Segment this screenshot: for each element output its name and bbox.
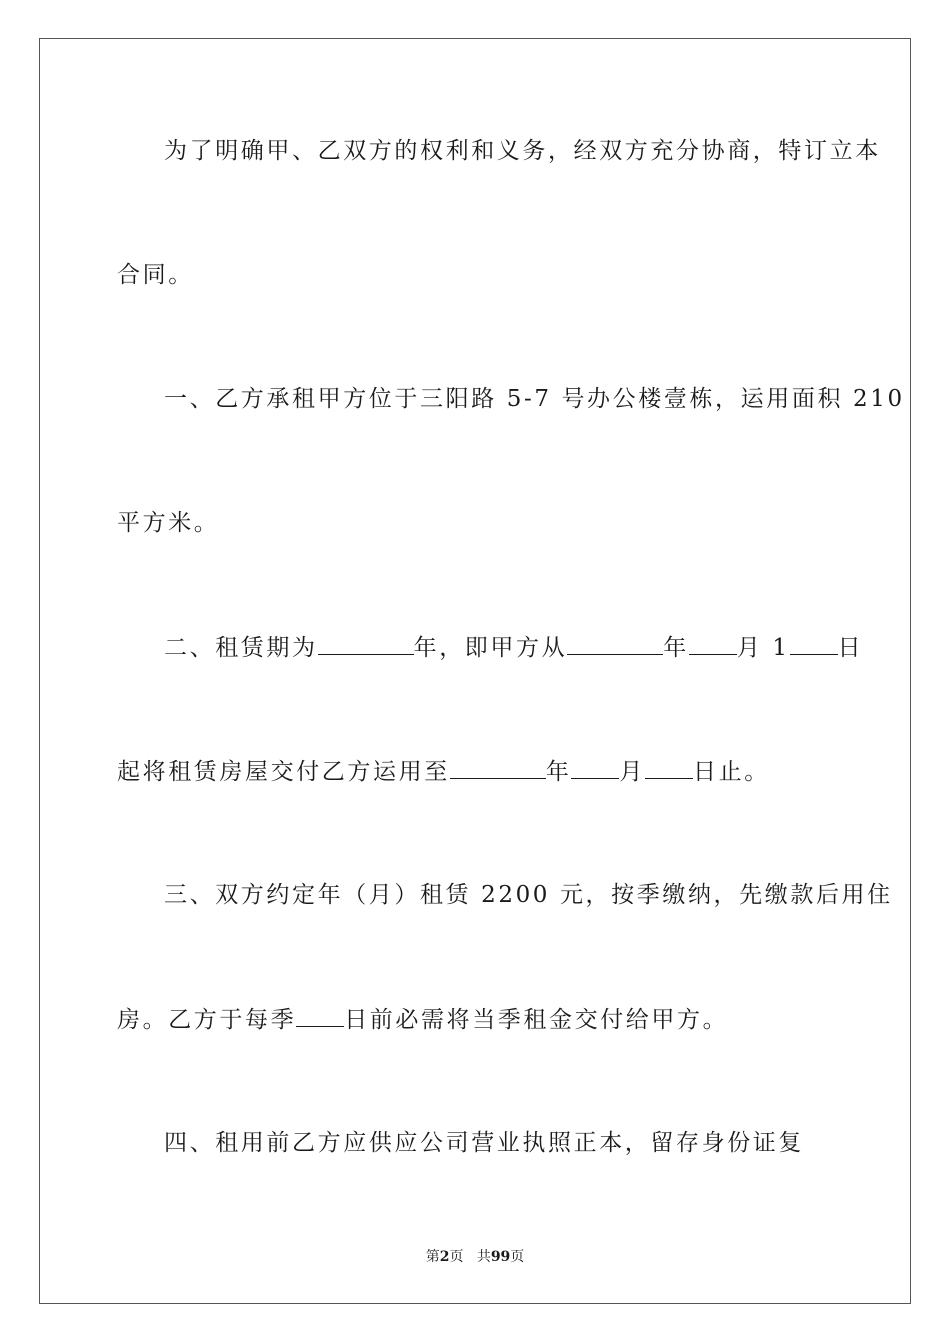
clause-2-text-f: 起将租赁房屋交付乙方运用至 [117,759,450,785]
fill-blank-payment-day [296,1004,344,1027]
footer-total-prefix: 共 [476,1249,491,1265]
clause-3-text-a: 房。乙方于每季 [117,1007,297,1033]
page-border [39,38,911,1304]
clause-2-text-c: 年 [663,635,689,661]
clause-3-line-1: 三、双方约定年（月）租赁 2200 元，按季缴纳，先缴款后用住 [164,882,893,908]
fill-blank-end-month [571,756,619,779]
page-footer [0,1248,950,1266]
clause-1-line-2: 平方米。 [117,510,220,536]
clause-2-text-e: 日 [837,635,864,661]
footer-total-suffix: 页 [510,1249,525,1265]
footer-total-pages: 99 [490,1249,511,1265]
footer-page-suffix: 页 [449,1249,464,1265]
clause-2-text-a: 二、租赁期为 [164,635,318,661]
clause-2-line-2 [117,756,770,787]
clause-2-text-g: 年 [545,759,572,785]
footer-page-number: 2 [439,1249,450,1265]
clause-3-line-2 [117,1004,728,1035]
fill-blank-start-month [689,632,737,655]
clause-4-line-1: 四、租用前乙方应供应公司营业执照正本，留存身份证复 [164,1130,804,1156]
fill-blank-start-year [567,632,663,655]
fill-blank-lease-years [318,632,414,655]
fill-blank-end-day [645,756,693,779]
fill-blank-start-day [790,632,838,655]
clause-2-text-b: 年，即甲方从 [413,635,568,661]
clause-3-text-b: 日前必需将当季租金交付给甲方。 [344,1007,729,1033]
paragraph-intro-line-1: 为了明确甲、乙双方的权利和义务，经双方充分协商，特订立本 [164,138,881,164]
clause-2-text-i: 日止。 [693,759,770,785]
paragraph-intro-line-2: 合同。 [117,262,194,288]
clause-2-line-1 [164,632,863,663]
fill-blank-end-year [450,756,546,779]
clause-2-text-d: 月 1 [736,635,790,661]
clause-1-line-1: 一、乙方承租甲方位于三阳路 5-7 号办公楼壹栋，运用面积 210 [164,386,905,412]
footer-page-prefix: 第 [425,1249,440,1265]
clause-2-text-h: 月 [619,759,646,785]
